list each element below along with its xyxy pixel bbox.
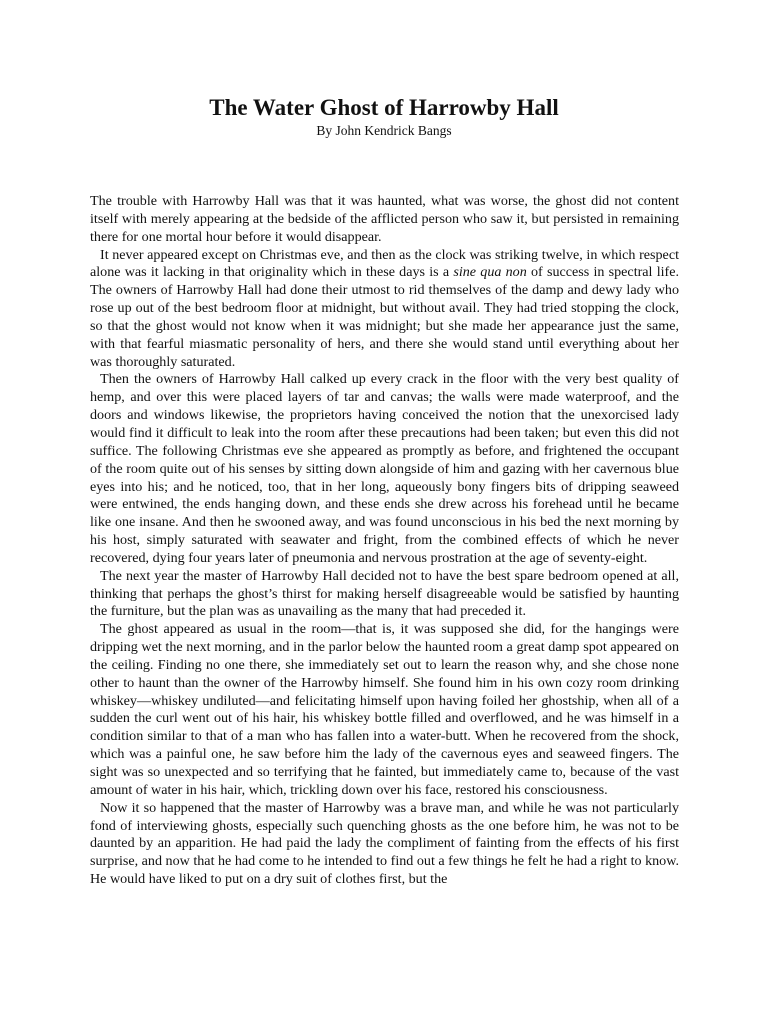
paragraph-2-lead: It never appeared except on Christmas eve, and then as the clock was striking twelve, in which respect alone was it lacking in that originality which in these days is a: [90, 246, 679, 281]
story-body: [90, 193, 679, 889]
paragraph-5: The ghost appeared as usual in the room—that is, it was supposed she did, for the hangings were dripping wet the next morning, and in the parlor below the haunted room a great damp spot appeared on the ceiling. Finding no one there, she immediately set out to learn the reason why, and she chose none other to haunt than the owner of the Harrowby himself. She found him in his own cozy room drinking whiskey—whiskey undiluted—and felicitating himself upon having foiled her ghostship, when all of a sudden the curl went out of his hair, his whiskey bottle filled and overflowed, and he was himself in a condition similar to that of a man who has fallen into a water-butt. When he recovered from the shock, which was a painful one, he saw before him the lady of the cavernous eyes and seaweed fingers. The sight was so unexpected and so terrifying that he fainted, but immediately came to, because of the vast amount of water in his hair, which, trickling down over his face, restored his consciousness.: [90, 621, 679, 798]
paragraph-1: The trouble with Harrowby Hall was that it was haunted, what was worse, the ghost did not content itself with merely appearing at the bedside of the afflicted person who saw it, but persisted in remaining there for one mortal hour before it would disappear.: [90, 193, 679, 245]
paragraph-3: Then the owners of Harrowby Hall calked up every crack in the floor with the very best quality of hemp, and over this were placed layers of tar and canvas; the walls were made waterproof, and the doors and windows likewise, the proprietors having conceived the notion that the unexorcised lady would find it difficult to leak into the room after these precautions had been taken; but even this did not suffice. The following Christmas eve she appeared as promptly as before, and frightened the occupant of the room quite out of his senses by sitting down alongside of him and gazing with her cavernous blue eyes into his; and he noticed, too, that in her long, aqueously bony fingers bits of dripping seaweed were entwined, the ends hanging down, and these ends she drew across his forehead until he became like one insane. And then he swooned away, and was found unconscious in his bed the next morning by his host, simply saturated with seawater and fright, from the combined effects of which he never recovered, dying four years later of pneumonia and nervous prostration at the age of seventy-eight.: [90, 371, 679, 566]
paragraph-4: The next year the master of Harrowby Hall decided not to have the best spare bedroom opened at all, thinking that perhaps the ghost’s thirst for making herself disagreeable would be satisfied by haunting the furniture, but the plan was as unavailing as the many that had preceded it.: [90, 567, 679, 620]
paragraph-2: [90, 247, 679, 372]
document-title: The Water Ghost of Harrowby Hall: [209, 95, 559, 120]
author-byline: By John Kendrick Bangs: [316, 123, 452, 138]
paragraph-2-rest: of success in spectral life. The owners of Harrowby Hall had done their utmost to rid themselves of the damp and dewy lady who rose up out of the best bedroom floor at midnight, but without avail. They had tried stopping the clock, so that the ghost would not know when it was midnight; but she made her appearance just the same, with that fearful miasmatic personality of hers, and there she would stand until everything about her was thoroughly saturated.: [90, 264, 679, 370]
paragraph-6: Now it so happened that the master of Harrowby was a brave man, and while he was not particularly fond of interviewing ghosts, especially such quenching ghosts as the one before him, he was not to be daunted by an apparition. He had paid the lady the compliment of fainting from the effects of his first surprise, and now that he had come to he intended to find out a few things he felt he had a right to know. He would have liked to put on a dry suit of clothes first, but the: [90, 799, 679, 888]
latin-phrase: sine qua non: [453, 264, 527, 281]
